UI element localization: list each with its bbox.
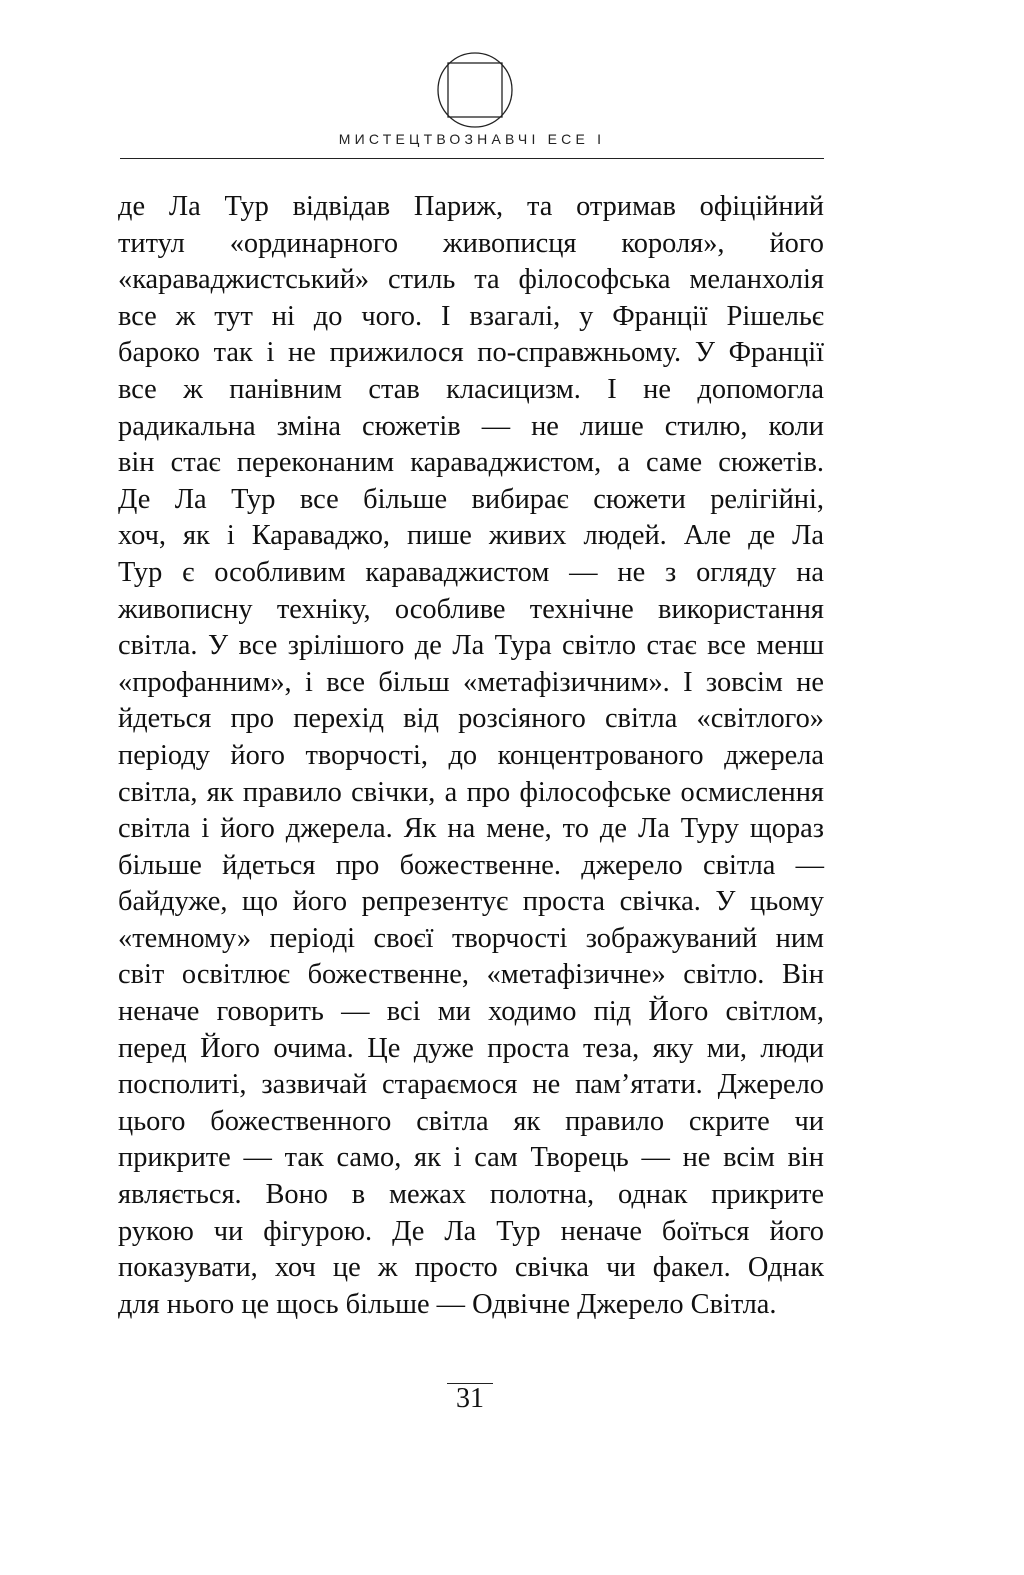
text-line: все ж панівним став класицизм. І не допомогла bbox=[118, 373, 824, 405]
text-line: «темному» періоді своєї творчості зображуваний ним bbox=[118, 922, 824, 954]
text-line: прикрите — так само, як і сам Творець — не всім він bbox=[118, 1142, 824, 1174]
text-line: світла. У все зрілішого де Ла Тура світло стає все менш bbox=[118, 630, 824, 662]
text-line: титул «ординарного живописця короля», його bbox=[118, 227, 824, 259]
text-line: він стає переконаним караваджистом, а саме сюжетів. bbox=[118, 447, 824, 479]
text-line: світ освітлює божественне, «метафізичне» світло. Він bbox=[118, 959, 824, 991]
page-number: 31 bbox=[456, 1383, 484, 1414]
text-line: Де Ла Тур все більше вибирає сюжети релігійні, bbox=[118, 483, 824, 515]
body-text bbox=[118, 189, 824, 1323]
circle-square-emblem-icon bbox=[436, 51, 514, 129]
text-line: «профанним», і все більш «метафізичним». І зовсім не bbox=[118, 666, 824, 698]
text-line: для нього це щось більше — Одвічне Джерело Світла. bbox=[118, 1288, 777, 1320]
text-line: періоду його творчості, до концентрованого джерела bbox=[118, 739, 824, 771]
text-line: рукою чи фігурою. Де Ла Тур неначе боїться його bbox=[118, 1215, 824, 1247]
text-line: хоч, як і Караваджо, пише живих людей. Але де Ла bbox=[118, 520, 824, 552]
text-line: являється. Воно в межах полотна, однак прикрите bbox=[118, 1179, 824, 1211]
text-line: радикальна зміна сюжетів — не лише стилю, коли bbox=[118, 410, 824, 442]
text-line: все ж тут ні до чого. І взагалі, у Франції Рішельє bbox=[118, 300, 824, 332]
text-line: посполиті, зазвичай стараємося не пам’ятати. Джерело bbox=[118, 1069, 824, 1101]
text-line: «караваджистський» стиль та філософська меланхолія bbox=[118, 264, 824, 296]
text-line: світла, як правило свічки, а про філософське осмислення bbox=[118, 776, 824, 808]
text-line: неначе говорить — всі ми ходимо під Його світлом, bbox=[118, 996, 824, 1028]
text-line: показувати, хоч це ж просто свічка чи факел. Однак bbox=[118, 1252, 824, 1284]
text-line: йдеться про перехід від розсіяного світла «світлого» bbox=[118, 703, 824, 735]
text-line: бароко так і не прижилося по-справжньому. У Франції bbox=[118, 337, 824, 369]
text-line: більше йдеться про божественне. джерело світла — bbox=[118, 849, 824, 881]
text-line: де Ла Тур відвідав Париж, та отримав офіційний bbox=[118, 191, 824, 222]
text-line: живописну техніку, особливе технічне використання bbox=[118, 593, 824, 625]
text-line: Тур є особливим караваджистом — не з огляду на bbox=[118, 556, 824, 588]
text-line: світла і його джерела. Як на мене, то де Ла Туру щораз bbox=[118, 813, 824, 845]
text-line: байдуже, що його репрезентує проста свічка. У цьому bbox=[118, 886, 824, 918]
text-line: перед Його очима. Це дуже проста теза, яку ми, люди bbox=[118, 1032, 824, 1064]
text-line: цього божественного світла як правило скрите чи bbox=[118, 1105, 824, 1137]
running-head: МИСТЕЦТВОЗНАВЧІ ЕСЕ I bbox=[338, 131, 606, 147]
header-rule bbox=[120, 158, 824, 159]
